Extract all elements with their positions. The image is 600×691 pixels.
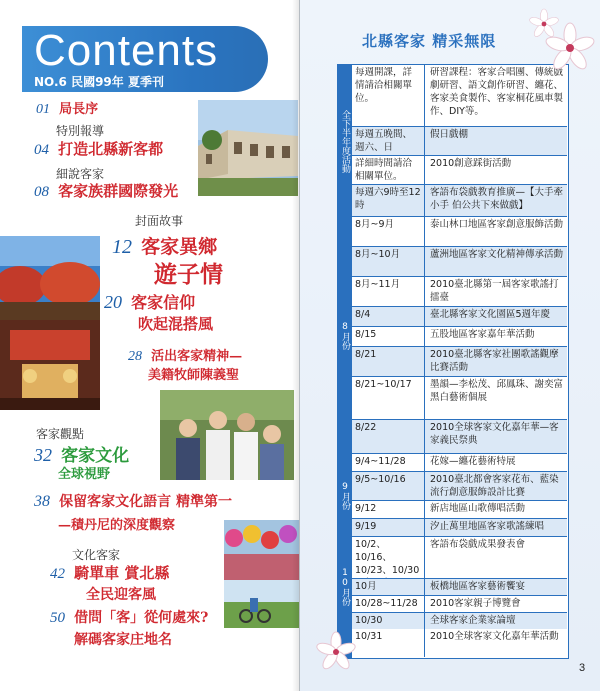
toc-title-line2: 解碼客家庄地名 xyxy=(74,632,172,648)
row-date: 每週六9時至12時 xyxy=(352,185,425,216)
toc-title: 局長序 xyxy=(59,102,99,117)
toc-entry-01[interactable] xyxy=(36,98,98,118)
lanterns-photo xyxy=(0,236,100,320)
toc-category: 客家觀點 xyxy=(36,427,85,441)
row-event: 客語布袋戲教育推廣—【大手牽小手 伯公共下來做戲】 xyxy=(430,187,564,211)
row-event: 墨韻—李松茂、邱鳳珠、謝奕富黑白藝術個展 xyxy=(430,379,564,403)
toc-category: 特別報導 xyxy=(56,124,105,138)
row-date: 10/30 xyxy=(352,613,425,629)
toc-title: 騎單車 賞北縣 xyxy=(74,564,170,582)
table-row xyxy=(352,501,567,519)
flower-icon xyxy=(314,630,358,674)
toc-title: 客家異鄉 xyxy=(141,236,218,258)
row-event: 2010臺北都會客家花布、藍染流行創意服飾設計比賽 xyxy=(430,474,559,498)
row-event: 研習課程：客家合唱團、傳統戲劇研習、語文創作研習、纏花、客家美食製作、客家桐花風車製作、DIY等。 xyxy=(430,67,564,117)
toc-title: 客家族群國際發光 xyxy=(58,182,179,200)
row-event: 臺北縣客家文化園區5週年慶 xyxy=(430,309,551,320)
table-row xyxy=(352,277,567,307)
row-date: 每週開課，詳情請洽相關單位。 xyxy=(352,65,425,126)
row-date: 8/15 xyxy=(352,327,425,346)
toc-title-line2: 全球視野 xyxy=(58,467,111,482)
toc-number: 42 xyxy=(50,566,65,582)
table-row xyxy=(352,217,567,247)
contents-title: Contents xyxy=(34,26,219,75)
row-event: 2010全球客家文化嘉年華—客家義民祭典 xyxy=(430,422,559,446)
cyclists-photo xyxy=(224,580,300,628)
toc-entry-42[interactable] xyxy=(50,562,169,583)
row-date: 10/2、10/16、10/23、10/30 xyxy=(352,537,425,578)
row-event: 假日戲棚 xyxy=(430,129,469,140)
table-row xyxy=(352,454,567,472)
toc-title: 客家信仰 xyxy=(131,293,196,312)
toc-title-line2: 吹起混搭風 xyxy=(138,315,214,333)
toc-entry-50[interactable] xyxy=(50,607,208,627)
toc-title-line2: 全民迎客風 xyxy=(86,587,156,603)
row-event: 客語布袋戲成果發表會 xyxy=(430,539,526,550)
toc-title-line2: 美籍牧師陳義聖 xyxy=(148,368,240,383)
row-event: 全球客家企業家論壇 xyxy=(430,615,516,626)
toc-title: 借問「客」從何處來? xyxy=(74,610,209,626)
toc-title: 打造北縣新客都 xyxy=(58,140,164,158)
toc-entry-08[interactable] xyxy=(34,180,178,201)
table-row xyxy=(352,579,567,596)
table-row xyxy=(352,156,567,185)
toc-entry-38[interactable] xyxy=(34,491,232,511)
toc-number: 20 xyxy=(104,292,122,312)
toc-title-line2: —積丹尼的深度觀察 xyxy=(58,518,176,533)
row-event: 2010全球客家文化嘉年華活動 xyxy=(430,631,559,642)
family-photo xyxy=(160,390,294,480)
table-row xyxy=(352,537,567,579)
row-event: 花嫁—纏花藝術特展 xyxy=(430,456,516,467)
row-date: 每週五晚間、週六、日 xyxy=(352,127,425,155)
row-date: 8月~10月 xyxy=(352,247,425,276)
row-date: 10/28~11/28 xyxy=(352,596,425,612)
table-row xyxy=(352,377,567,420)
temple-photo xyxy=(0,320,100,410)
toc-entry-28[interactable] xyxy=(128,345,242,365)
toc-entry-04[interactable] xyxy=(34,138,163,159)
table-row xyxy=(352,185,567,217)
row-event: 2010創意踩街活動 xyxy=(430,158,512,169)
group-label-august: 8月份 xyxy=(338,217,352,454)
table-row xyxy=(352,247,567,277)
page-number: 3 xyxy=(579,662,586,674)
row-date: 9/12 xyxy=(352,501,425,518)
toc-number: 38 xyxy=(34,493,50,510)
row-event: 2010臺北縣第一屆客家歌謠打擂臺 xyxy=(430,279,559,303)
group-label-half-year: 全下半年度活動 xyxy=(338,65,352,217)
table-row xyxy=(352,519,567,537)
schedule-table xyxy=(337,64,569,639)
group-label-september: 9月份 xyxy=(338,454,352,537)
row-date: 詳細時間請洽相關單位。 xyxy=(352,156,425,184)
row-date: 9/19 xyxy=(352,519,425,536)
toc-entry-20[interactable] xyxy=(104,290,195,313)
toc-number: 12 xyxy=(112,236,132,258)
row-event: 2010客家親子博覽會 xyxy=(430,598,521,609)
row-date: 8月~11月 xyxy=(352,277,425,306)
toc-number: 32 xyxy=(34,445,52,465)
row-date: 8/4 xyxy=(352,307,425,326)
toc-category: 文化客家 xyxy=(72,548,121,562)
row-event: 板橋地區客家藝術饗宴 xyxy=(430,581,526,592)
row-date: 8月~9月 xyxy=(352,217,425,246)
group-label-october: 10月份 xyxy=(338,537,352,637)
table-row xyxy=(352,347,567,377)
row-date: 9/4~11/28 xyxy=(352,454,425,471)
parade-photo xyxy=(224,520,300,580)
row-date: 10月 xyxy=(352,579,425,595)
toc-title-line2: 遊子情 xyxy=(154,261,223,288)
toc-title: 客家文化 xyxy=(61,446,130,466)
issue-line: NO.6 民國99年 夏季刊 xyxy=(34,75,164,89)
row-date: 9/5~10/16 xyxy=(352,472,425,500)
table-row xyxy=(352,327,567,347)
row-event: 泰山林口地區客家創意服飾活動 xyxy=(430,219,564,230)
row-event: 五股地區客家嘉年華活動 xyxy=(430,329,535,340)
row-date: 10/31 xyxy=(352,629,425,657)
toc-category: 細說客家 xyxy=(56,167,105,181)
row-date: 8/21~10/17 xyxy=(352,377,425,419)
row-date: 8/21 xyxy=(352,347,425,376)
building-photo xyxy=(198,100,298,196)
table-row xyxy=(352,420,567,454)
table-row xyxy=(352,127,567,156)
toc-number: 04 xyxy=(34,142,49,158)
toc-number: 50 xyxy=(50,610,65,626)
table-row xyxy=(352,596,567,613)
toc-entry-12[interactable] xyxy=(112,232,217,259)
schedule-title: 北縣客家 精采無限 xyxy=(362,32,497,50)
table-row xyxy=(352,307,567,327)
table-row xyxy=(352,613,567,630)
row-event: 2010臺北縣客家社團歌謠觀摩比賽活動 xyxy=(430,349,559,373)
toc-category: 封面故事 xyxy=(135,214,184,228)
table-row xyxy=(352,629,567,657)
toc-number: 08 xyxy=(34,184,49,200)
toc-number: 28 xyxy=(128,349,142,364)
row-event: 新店地區山歌傳唱活動 xyxy=(430,503,526,514)
flower-icon xyxy=(528,6,598,76)
toc-title: 活出客家精神— xyxy=(151,349,243,364)
row-event: 汐止萬里地區客家歌謠練唱 xyxy=(430,521,545,532)
toc-number: 01 xyxy=(36,102,50,117)
row-event: 蘆洲地區客家文化精神傳承活動 xyxy=(430,249,564,260)
table-row xyxy=(352,472,567,501)
schedule-page xyxy=(300,0,600,691)
toc-title: 保留客家文化語言 精準第一 xyxy=(59,494,232,510)
row-date: 8/22 xyxy=(352,420,425,453)
schedule-table-tail xyxy=(337,629,569,659)
